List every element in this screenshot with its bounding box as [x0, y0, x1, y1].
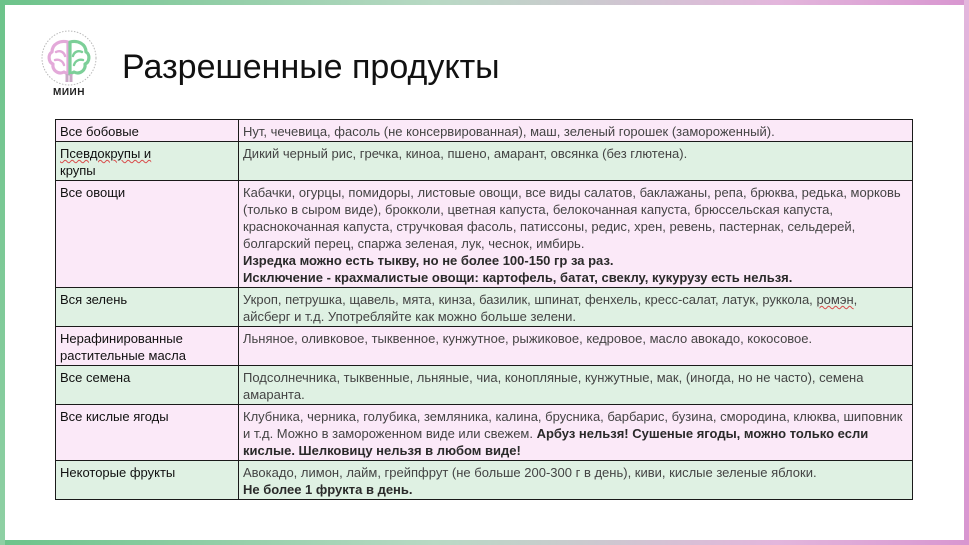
table-row — [56, 142, 913, 181]
description-cell: Нут, чечевица, фасоль (не консервированная), маш, зеленый горошек (замороженный). — [239, 120, 913, 142]
brain-logo-icon — [34, 30, 104, 90]
description-cell — [239, 405, 913, 461]
category-cell: Все семена — [56, 366, 239, 405]
description-cell: Подсолнечника, тыквенные, льняные, чиа, конопляные, кунжутные, мак, (иногда, но не часто), семена амаранта. — [239, 366, 913, 405]
description-cell: Льняное, оливковое, тыквенное, кунжутное, рыжиковое, кедровое, масло авокадо, кокосовое. — [239, 327, 913, 366]
frame-top-border — [0, 0, 969, 5]
category-cell: Все овощи — [56, 181, 239, 288]
category-cell: Все бобовые — [56, 120, 239, 142]
frame-right-border — [964, 0, 969, 545]
description-text: Клубника, черника, голубика, земляника, калина, брусника, барбарис, бузина, смородина, клюква, шиповник и т.д. Можно в замороженном виде или свежем. — [243, 409, 903, 441]
description-bold-note: Исключение - крахмалистые овощи: картофель, батат, свеклу, кукурузу есть нельзя. — [243, 270, 793, 285]
logo-text: МИИН — [53, 87, 85, 98]
table-row — [56, 288, 913, 327]
description-text: Укроп, петрушка, щавель, мята, кинза, базилик, шпинат, фенхель, кресс-салат, латук, руккола, — [243, 292, 813, 307]
allowed-products-table — [55, 119, 913, 500]
description-bold-note: Арбуз нельзя! Сушеные ягоды, можно только если кислые. Шелковицу нельзя в любом виде! — [243, 426, 869, 458]
page-title: Разрешенные продукты — [122, 48, 500, 86]
description-text: ромэн — [816, 292, 854, 307]
category-line: Псевдокрупы и — [60, 146, 152, 161]
description-text: Авокадо, лимон, лайм, грейпфрут (не больше 200-300 г в день), киви, кислые зеленые яблоки. — [243, 465, 817, 480]
description-bold-note: Не более 1 фрукта в день. — [243, 482, 413, 497]
category-line: Нерафинированные — [60, 331, 183, 346]
description-cell — [239, 288, 913, 327]
category-cell — [56, 142, 239, 181]
table-row — [56, 327, 913, 366]
description-cell — [239, 181, 913, 288]
description-cell — [239, 461, 913, 500]
logo — [34, 30, 104, 106]
category-line: крупы — [60, 163, 96, 178]
frame-left-border — [0, 0, 5, 545]
category-cell: Все кислые ягоды — [56, 405, 239, 461]
category-line: растительные масла — [60, 348, 186, 363]
description-cell: Дикий черный рис, гречка, киноа, пшено, амарант, овсянка (без глютена). — [239, 142, 913, 181]
frame-bottom-border — [0, 540, 969, 545]
table-row — [56, 366, 913, 405]
description-text: Кабачки, огурцы, помидоры, листовые овощи, все виды салатов, баклажаны, репа, брюква, редька, морковь (только в сыром виде), брокколи, цветная капуста, белокочанная капуста, брюссельская капуста, краснокочанная капуста, стручковая фасоль, патиссоны, редис, хрен, ревень, пастернак, сельдерей, болгарский перец, спаржа зеленая, лук, чеснок, имбирь. — [243, 185, 901, 251]
table-row — [56, 405, 913, 461]
category-cell: Вся зелень — [56, 288, 239, 327]
category-cell — [56, 327, 239, 366]
table-row — [56, 181, 913, 288]
description-bold-note: Изредка можно есть тыкву, но не более 100-150 гр за раз. — [243, 253, 614, 268]
description-text: , айсберг и т.д. Употребляйте как можно больше зелени. — [243, 292, 858, 324]
table-row — [56, 461, 913, 500]
table-row — [56, 120, 913, 142]
category-cell: Некоторые фрукты — [56, 461, 239, 500]
